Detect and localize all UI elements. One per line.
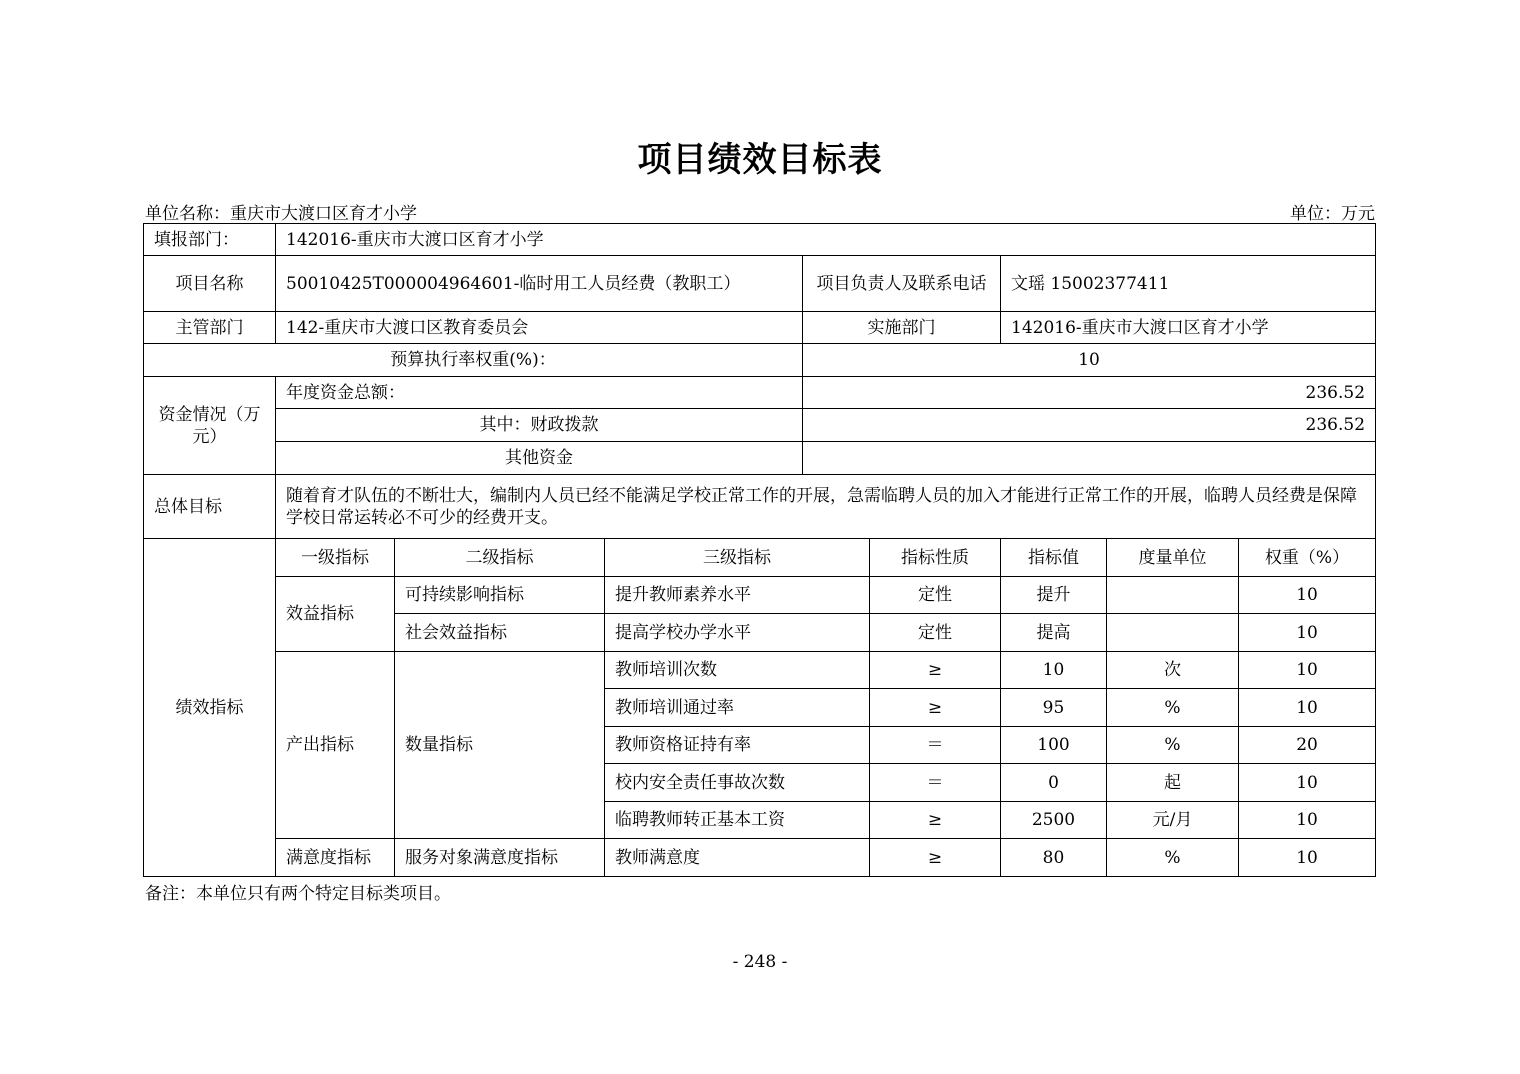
supervisor-value: 142-重庆市大渡口区教育委员会 xyxy=(276,312,803,344)
table-row xyxy=(144,839,1376,877)
perf-label: 绩效指标 xyxy=(144,539,276,877)
weight-cell: 10 xyxy=(1239,577,1376,614)
budget-weight-label: 预算执行率权重(%)： xyxy=(144,344,803,377)
project-contact-value: 文瑶 15002377411 xyxy=(1001,256,1376,312)
funds-fiscal-value: 236.52 xyxy=(803,409,1376,442)
unit-cell: 元/月 xyxy=(1107,802,1239,839)
unit-cell: 次 xyxy=(1107,652,1239,689)
unit-cell xyxy=(1107,614,1239,652)
fill-dept-label: 填报部门： xyxy=(144,224,276,256)
supervisor-label: 主管部门 xyxy=(144,312,276,344)
table-row xyxy=(144,652,1376,689)
budget-weight-value: 10 xyxy=(803,344,1376,377)
funds-other-value xyxy=(803,442,1376,475)
funds-total-label: 年度资金总额： xyxy=(276,377,803,409)
level3-cell: 教师满意度 xyxy=(605,839,870,877)
unit-cell: 起 xyxy=(1107,764,1239,802)
value-cell: 80 xyxy=(1001,839,1107,877)
nature-cell: ＝ xyxy=(870,727,1001,764)
funds-total-value: 236.52 xyxy=(803,377,1376,409)
funds-fiscal-label: 其中：财政拨款 xyxy=(276,409,803,442)
nature-cell: ≥ xyxy=(870,839,1001,877)
level2-quantity: 数量指标 xyxy=(395,652,605,839)
project-name-value: 50010425T000004964601-临时用工人员经费（教职工） xyxy=(276,256,803,312)
nature-cell: 定性 xyxy=(870,614,1001,652)
value-cell: 2500 xyxy=(1001,802,1107,839)
weight-cell: 10 xyxy=(1239,689,1376,727)
unit-cell xyxy=(1107,577,1239,614)
value-cell: 95 xyxy=(1001,689,1107,727)
nature-cell: ≥ xyxy=(870,689,1001,727)
level3-cell: 提高学校办学水平 xyxy=(605,614,870,652)
value-cell: 0 xyxy=(1001,764,1107,802)
header-level2: 二级指标 xyxy=(395,539,605,577)
level1-satisfaction: 满意度指标 xyxy=(276,839,395,877)
level3-cell: 教师资格证持有率 xyxy=(605,727,870,764)
currency-unit: 单位：万元 xyxy=(1290,204,1375,224)
nature-cell: ＝ xyxy=(870,764,1001,802)
header-value: 指标值 xyxy=(1001,539,1107,577)
performance-target-table xyxy=(143,223,1376,877)
header-unit: 度量单位 xyxy=(1107,539,1239,577)
goal-text: 随着育才队伍的不断壮大，编制内人员已经不能满足学校正常工作的开展，急需临聘人员的加入才能进行正常工作的开展，临聘人员经费是保障学校日常运转必不可少的经费开支。 xyxy=(276,475,1376,539)
level1-output: 产出指标 xyxy=(276,652,395,839)
unit-cell: % xyxy=(1107,839,1239,877)
project-name-label: 项目名称 xyxy=(144,256,276,312)
unit-name: 单位名称：重庆市大渡口区育才小学 xyxy=(145,204,417,224)
page-number: - 248 - xyxy=(732,952,788,972)
level2-satisfaction: 服务对象满意度指标 xyxy=(395,839,605,877)
page-title: 项目绩效目标表 xyxy=(637,140,883,180)
nature-cell: ≥ xyxy=(870,802,1001,839)
weight-cell: 10 xyxy=(1239,839,1376,877)
level2-cell: 社会效益指标 xyxy=(395,614,605,652)
level2-cell: 可持续影响指标 xyxy=(395,577,605,614)
impl-dept-label: 实施部门 xyxy=(803,312,1001,344)
value-cell: 100 xyxy=(1001,727,1107,764)
weight-cell: 10 xyxy=(1239,764,1376,802)
project-contact-label: 项目负责人及联系电话 xyxy=(803,256,1001,312)
value-cell: 提高 xyxy=(1001,614,1107,652)
nature-cell: ≥ xyxy=(870,652,1001,689)
level3-cell: 临聘教师转正基本工资 xyxy=(605,802,870,839)
level1-benefit: 效益指标 xyxy=(276,577,395,652)
level3-cell: 教师培训通过率 xyxy=(605,689,870,727)
unit-cell: % xyxy=(1107,727,1239,764)
weight-cell: 10 xyxy=(1239,614,1376,652)
value-cell: 提升 xyxy=(1001,577,1107,614)
header-level3: 三级指标 xyxy=(605,539,870,577)
goal-label: 总体目标 xyxy=(144,475,276,539)
table-row xyxy=(144,577,1376,614)
level3-cell: 提升教师素养水平 xyxy=(605,577,870,614)
level3-cell: 教师培训次数 xyxy=(605,652,870,689)
fill-dept-value: 142016-重庆市大渡口区育才小学 xyxy=(276,224,1376,256)
nature-cell: 定性 xyxy=(870,577,1001,614)
impl-dept-value: 142016-重庆市大渡口区育才小学 xyxy=(1001,312,1376,344)
header-weight: 权重（%） xyxy=(1239,539,1376,577)
level3-cell: 校内安全责任事故次数 xyxy=(605,764,870,802)
value-cell: 10 xyxy=(1001,652,1107,689)
header-level1: 一级指标 xyxy=(276,539,395,577)
header-nature: 指标性质 xyxy=(870,539,1001,577)
unit-cell: % xyxy=(1107,689,1239,727)
funds-label: 资金情况（万元） xyxy=(144,377,276,475)
weight-cell: 10 xyxy=(1239,802,1376,839)
funds-other-label: 其他资金 xyxy=(276,442,803,475)
footnote: 备注：本单位只有两个特定目标类项目。 xyxy=(145,884,451,904)
weight-cell: 20 xyxy=(1239,727,1376,764)
weight-cell: 10 xyxy=(1239,652,1376,689)
